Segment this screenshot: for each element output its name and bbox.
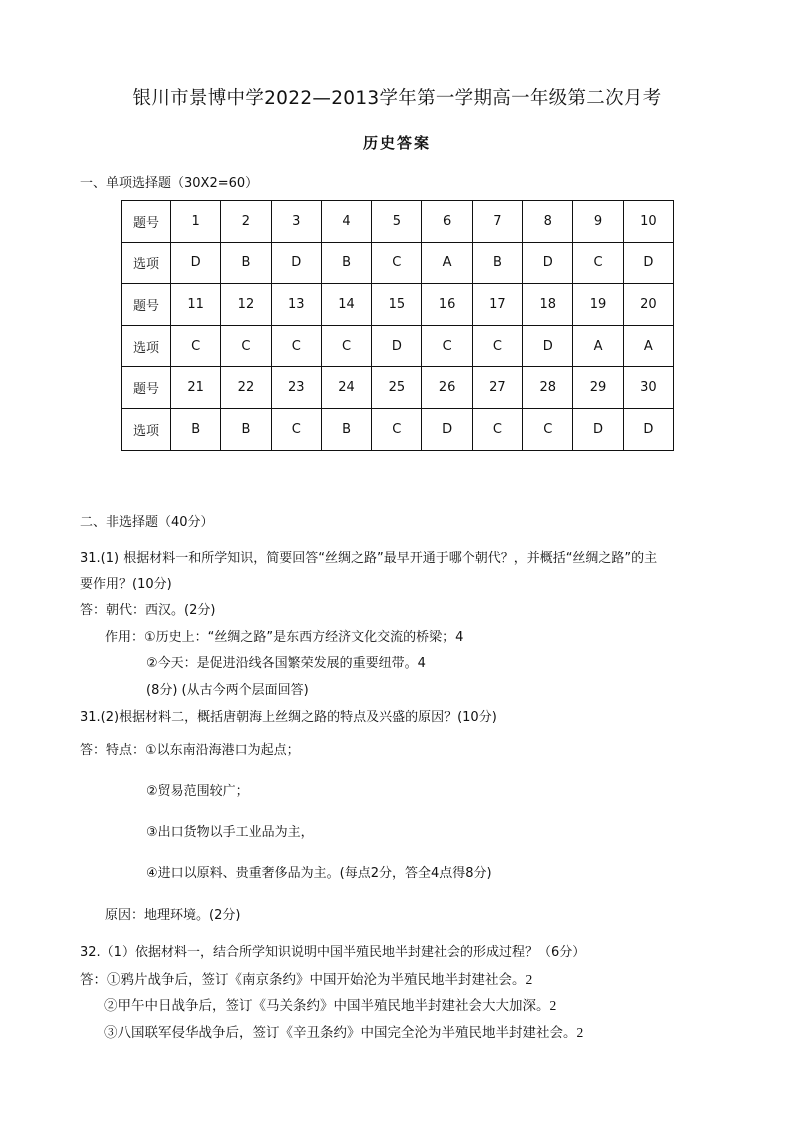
table-cell: B: [221, 242, 271, 284]
q32-1-answer3: ③八国联军侵华战争后，签订《辛丑条约》中国完全沦为半殖民地半封建社会。2: [104, 1025, 584, 1040]
section1-heading: 一、单项选择题（30X2=60）: [80, 176, 259, 191]
table-cell: 4: [321, 201, 371, 243]
table-row: [122, 201, 674, 243]
table-cell: B: [472, 242, 522, 284]
table-cell: B: [321, 242, 371, 284]
table-cell: 28: [523, 367, 573, 409]
table-cell: 26: [422, 367, 472, 409]
q31-1-answer-role2: ②今天：是促进沿线各国繁荣发展的重要纽带。4: [146, 656, 426, 671]
table-cell: 12: [221, 284, 271, 326]
table-cell: 16: [422, 284, 472, 326]
table-cell: 11: [171, 284, 221, 326]
table-cell: 7: [472, 201, 522, 243]
table-cell: 24: [321, 367, 371, 409]
q31-1-answer-dynasty: 答：朝代：西汉。(2分): [80, 603, 216, 618]
table-row: [122, 242, 674, 284]
table-cell: D: [623, 242, 673, 284]
table-cell: 5: [372, 201, 422, 243]
table-cell: B: [171, 408, 221, 450]
row-label: 题号: [122, 201, 171, 243]
table-row: [122, 408, 674, 450]
q32-1-answer1: 答：①鸦片战争后，签订《南京条约》中国开始沦为半殖民地半封建社会。2: [80, 972, 533, 987]
row-label: 选项: [122, 408, 171, 450]
q31-2-question: 31.(2)根据材料二，概括唐朝海上丝绸之路的特点及兴盛的原因？(10分): [80, 710, 497, 725]
table-cell: C: [472, 325, 522, 367]
table-cell: C: [372, 242, 422, 284]
table-cell: A: [573, 325, 623, 367]
table-cell: 10: [623, 201, 673, 243]
table-cell: C: [271, 408, 321, 450]
table-cell: C: [271, 325, 321, 367]
table-cell: 22: [221, 367, 271, 409]
q32-1-question: 32.（1）依据材料一，结合所学知识说明中国半殖民地半封建社会的形成过程？（6分）: [80, 945, 586, 960]
answer-table: [121, 200, 674, 451]
table-row: [122, 284, 674, 326]
row-label: 题号: [122, 367, 171, 409]
q31-2-answer-reason: 原因：地理环境。(2分): [105, 908, 241, 923]
q31-2-answer-feature2: ②贸易范围较广；: [146, 784, 249, 799]
q32-1-answer2: ②甲午中日战争后，签订《马关条约》中国半殖民地半封建社会大大加深。2: [104, 998, 557, 1013]
table-cell: B: [321, 408, 371, 450]
section2-heading: 二、非选择题（40分）: [80, 515, 214, 530]
table-cell: D: [271, 242, 321, 284]
table-cell: D: [573, 408, 623, 450]
table-cell: D: [171, 242, 221, 284]
table-cell: 17: [472, 284, 522, 326]
table-cell: C: [523, 408, 573, 450]
table-cell: 30: [623, 367, 673, 409]
table-cell: D: [422, 408, 472, 450]
table-cell: 1: [171, 201, 221, 243]
row-label: 题号: [122, 284, 171, 326]
row-label: 选项: [122, 242, 171, 284]
q31-2-answer-feature1: 答：特点：①以东南沿海港口为起点；: [80, 743, 300, 758]
table-cell: B: [221, 408, 271, 450]
table-cell: 15: [372, 284, 422, 326]
table-row: [122, 367, 674, 409]
table-cell: C: [422, 325, 472, 367]
q31-1-answer-note: (8分) (从古今两个层面回答): [146, 683, 309, 698]
table-cell: C: [171, 325, 221, 367]
page-subtitle: 历史答案: [362, 134, 431, 152]
table-cell: 2: [221, 201, 271, 243]
q31-1-question-line2: 要作用？(10分): [80, 577, 172, 592]
table-cell: D: [372, 325, 422, 367]
table-cell: 9: [573, 201, 623, 243]
row-label: 选项: [122, 325, 171, 367]
q31-1-answer-role1: 作用：①历史上：“丝绸之路”是东西方经济文化交流的桥梁；4: [105, 630, 464, 645]
table-cell: 14: [321, 284, 371, 326]
table-cell: 23: [271, 367, 321, 409]
table-cell: 20: [623, 284, 673, 326]
table-row: [122, 325, 674, 367]
table-cell: C: [372, 408, 422, 450]
table-cell: 18: [523, 284, 573, 326]
table-cell: C: [472, 408, 522, 450]
q31-2-answer-feature4: ④进口以原料、贵重奢侈品为主。(每点2分，答全4点得8分): [146, 866, 492, 881]
table-cell: 29: [573, 367, 623, 409]
q31-2-answer-feature3: ③出口货物以手工业品为主，: [146, 825, 314, 840]
table-cell: A: [623, 325, 673, 367]
table-cell: 19: [573, 284, 623, 326]
table-cell: D: [523, 325, 573, 367]
table-cell: 13: [271, 284, 321, 326]
table-cell: C: [573, 242, 623, 284]
table-cell: 6: [422, 201, 472, 243]
table-cell: D: [523, 242, 573, 284]
table-cell: 3: [271, 201, 321, 243]
table-cell: D: [623, 408, 673, 450]
table-cell: 21: [171, 367, 221, 409]
table-cell: 27: [472, 367, 522, 409]
table-cell: C: [321, 325, 371, 367]
q31-1-question-line1: 31.(1) 根据材料一和所学知识，简要回答“丝绸之路”最早开通于哪个朝代？，并概括“丝绸之路”的主: [80, 551, 658, 566]
page-title: 银川市景博中学2022—2013学年第一学期高一年级第二次月考: [132, 88, 662, 109]
table-cell: 8: [523, 201, 573, 243]
table-cell: 25: [372, 367, 422, 409]
table-cell: A: [422, 242, 472, 284]
table-cell: C: [221, 325, 271, 367]
